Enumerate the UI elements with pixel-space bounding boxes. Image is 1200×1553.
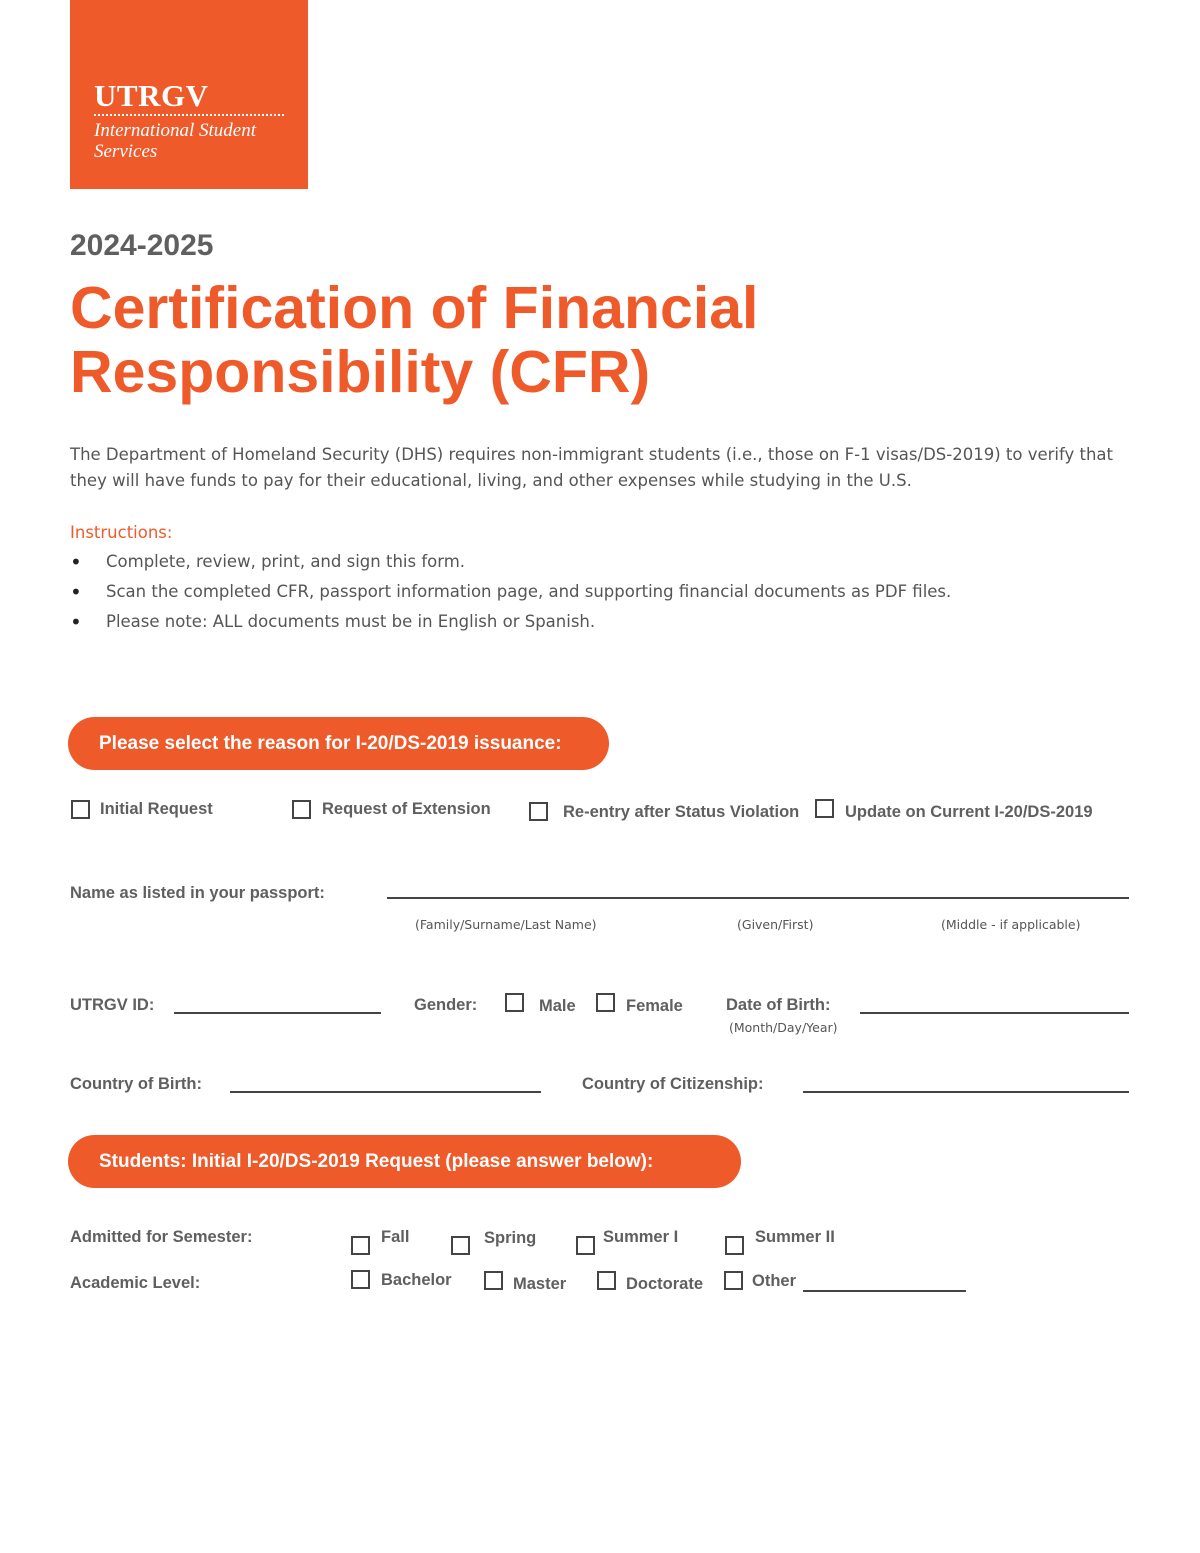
summer-2-label: Summer II	[755, 1228, 835, 1246]
given-name-hint: (Given/First)	[737, 917, 814, 932]
utrgv-id-field[interactable]	[174, 1012, 381, 1014]
summer-2-checkbox[interactable]	[725, 1236, 744, 1255]
instructions-list	[70, 549, 951, 639]
logo-divider	[94, 114, 284, 116]
academic-level-label: Academic Level:	[70, 1274, 201, 1292]
summer-1-label: Summer I	[603, 1228, 679, 1246]
name-label: Name as listed in your passport:	[70, 884, 325, 902]
country-of-birth-label: Country of Birth:	[70, 1075, 202, 1093]
logo-wordmark: UTRGV	[94, 78, 209, 113]
intro-paragraph: The Department of Homeland Security (DHS) requires non-immigrant students (i.e., those on F-1 visas/DS-2019) to verify that they will have funds to pay for their educational, living, and other expenses while studying in the U.S.	[70, 445, 1114, 490]
country-of-citizenship-label: Country of Citizenship:	[582, 1075, 764, 1093]
reason-section-header: Please select the reason for I-20/DS-2019 issuance:	[68, 717, 609, 770]
initial-request-section-header: Students: Initial I-20/DS-2019 Request (please answer below):	[68, 1135, 741, 1188]
doctorate-checkbox[interactable]	[597, 1271, 616, 1290]
summer-1-checkbox[interactable]	[576, 1236, 595, 1255]
list-item: • Complete, review, print, and sign this form.	[70, 549, 951, 579]
master-checkbox[interactable]	[484, 1271, 503, 1290]
female-checkbox[interactable]	[596, 993, 615, 1012]
bachelor-label: Bachelor	[381, 1271, 452, 1289]
initial-request-label: Initial Request	[100, 800, 213, 818]
dob-field[interactable]	[860, 1012, 1129, 1014]
male-label: Male	[539, 997, 576, 1015]
fall-label: Fall	[381, 1228, 410, 1246]
reentry-label: Re-entry after Status Violation	[563, 803, 800, 821]
list-item: • Scan the completed CFR, passport information page, and supporting financial documents as PDF files.	[70, 579, 951, 609]
country-of-birth-field[interactable]	[230, 1091, 541, 1093]
male-checkbox[interactable]	[505, 993, 524, 1012]
fall-checkbox[interactable]	[351, 1236, 370, 1255]
extension-checkbox[interactable]	[292, 800, 311, 819]
middle-name-hint: (Middle - if applicable)	[941, 917, 1081, 932]
family-name-hint: (Family/Surname/Last Name)	[415, 917, 597, 932]
name-field[interactable]	[387, 897, 1129, 899]
update-checkbox[interactable]	[815, 799, 834, 818]
instructions-title: Instructions:	[70, 523, 173, 542]
update-label: Update on Current I-20/DS-2019	[845, 803, 1093, 821]
master-label: Master	[513, 1275, 567, 1293]
spring-checkbox[interactable]	[451, 1236, 470, 1255]
extension-label: Request of Extension	[322, 800, 491, 818]
page-title: Certification of Financial Responsibility (CFR)	[70, 275, 759, 405]
other-field[interactable]	[803, 1290, 966, 1292]
doctorate-label: Doctorate	[626, 1275, 704, 1293]
bachelor-checkbox[interactable]	[351, 1270, 370, 1289]
dob-hint: (Month/Day/Year)	[729, 1020, 838, 1035]
semester-label: Admitted for Semester:	[70, 1228, 253, 1246]
dob-label: Date of Birth:	[726, 996, 831, 1014]
initial-request-checkbox[interactable]	[71, 800, 90, 819]
utrgv-id-label: UTRGV ID:	[70, 996, 155, 1014]
female-label: Female	[626, 997, 683, 1015]
reentry-checkbox[interactable]	[529, 802, 548, 821]
gender-label: Gender:	[414, 996, 478, 1014]
spring-label: Spring	[484, 1229, 537, 1247]
logo-subtitle: International Student Services	[94, 120, 257, 162]
other-label: Other	[752, 1272, 797, 1290]
other-checkbox[interactable]	[724, 1271, 743, 1290]
list-item: • Please note: ALL documents must be in English or Spanish.	[70, 609, 951, 639]
logo	[70, 0, 308, 189]
form-year: 2024-2025	[70, 229, 214, 262]
country-of-citizenship-field[interactable]	[803, 1091, 1129, 1093]
